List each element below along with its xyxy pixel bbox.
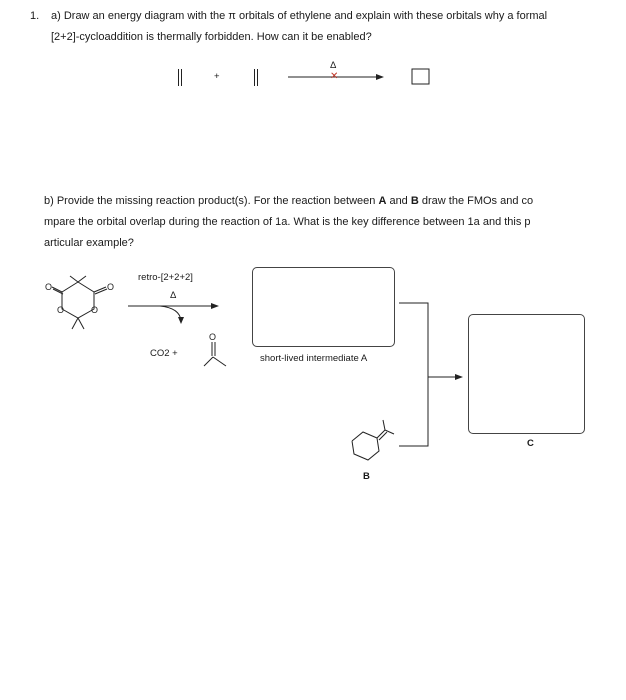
bracket-connector — [399, 303, 428, 446]
gem-methyl-1 — [72, 318, 78, 329]
question-number: 1. — [30, 10, 40, 22]
part-b-line-3: articular example? — [44, 237, 134, 249]
cyclohexylidene-ring — [352, 432, 379, 460]
retro-label: retro-[2+2+2] — [138, 272, 193, 283]
heat-symbol-a: Δ — [330, 60, 337, 71]
carbonyl-right — [94, 287, 106, 292]
part-a-line-1: a) Draw an energy diagram with the π orbitals of ethylene and explain with these orbitals why a formal — [51, 10, 548, 22]
svg-text:O: O — [91, 305, 99, 315]
answer-box-intermediate-a[interactable] — [252, 267, 395, 347]
forbidden-cross: ✕ — [330, 71, 339, 82]
label-b-inline: B — [410, 195, 419, 207]
svg-text:O: O — [107, 282, 115, 292]
part-a-line-2: [2+2]-cycloaddition is thermally forbidden. How can it be enabled? — [51, 31, 372, 43]
curved-arrow-head — [178, 317, 184, 324]
arrow-to-c-head — [455, 374, 463, 380]
heat-symbol-b: Δ — [170, 290, 177, 301]
intermediate-a-label: short-lived intermediate A — [260, 353, 368, 364]
label-c: C — [527, 438, 534, 449]
retro-arrow-head — [211, 303, 219, 309]
exocyclic-double-bond-a — [377, 430, 385, 438]
part-b-line-1: b) Provide the missing reaction product(s). For the reaction between A and B draw the FMOs and co — [44, 195, 534, 207]
acetone-bond-left — [204, 357, 213, 366]
svg-text:O: O — [45, 282, 53, 292]
answer-box-product-c[interactable] — [468, 314, 585, 434]
curved-side-arrow — [160, 306, 181, 321]
plus-sign-a: + — [214, 71, 220, 82]
svg-text:O: O — [209, 332, 217, 342]
part-b-line-2: mpare the orbital overlap during the reaction of 1a. What is the key difference between 1a and this p — [44, 216, 531, 228]
label-a-inline: A — [378, 195, 387, 207]
gem-methyl-2 — [78, 318, 84, 329]
byproduct-co2: CO2 + — [150, 348, 178, 359]
svg-text:O: O — [57, 305, 65, 315]
dioxinone-ring — [62, 282, 94, 318]
label-b: B — [363, 471, 370, 482]
acetone-bond-right — [213, 357, 226, 366]
